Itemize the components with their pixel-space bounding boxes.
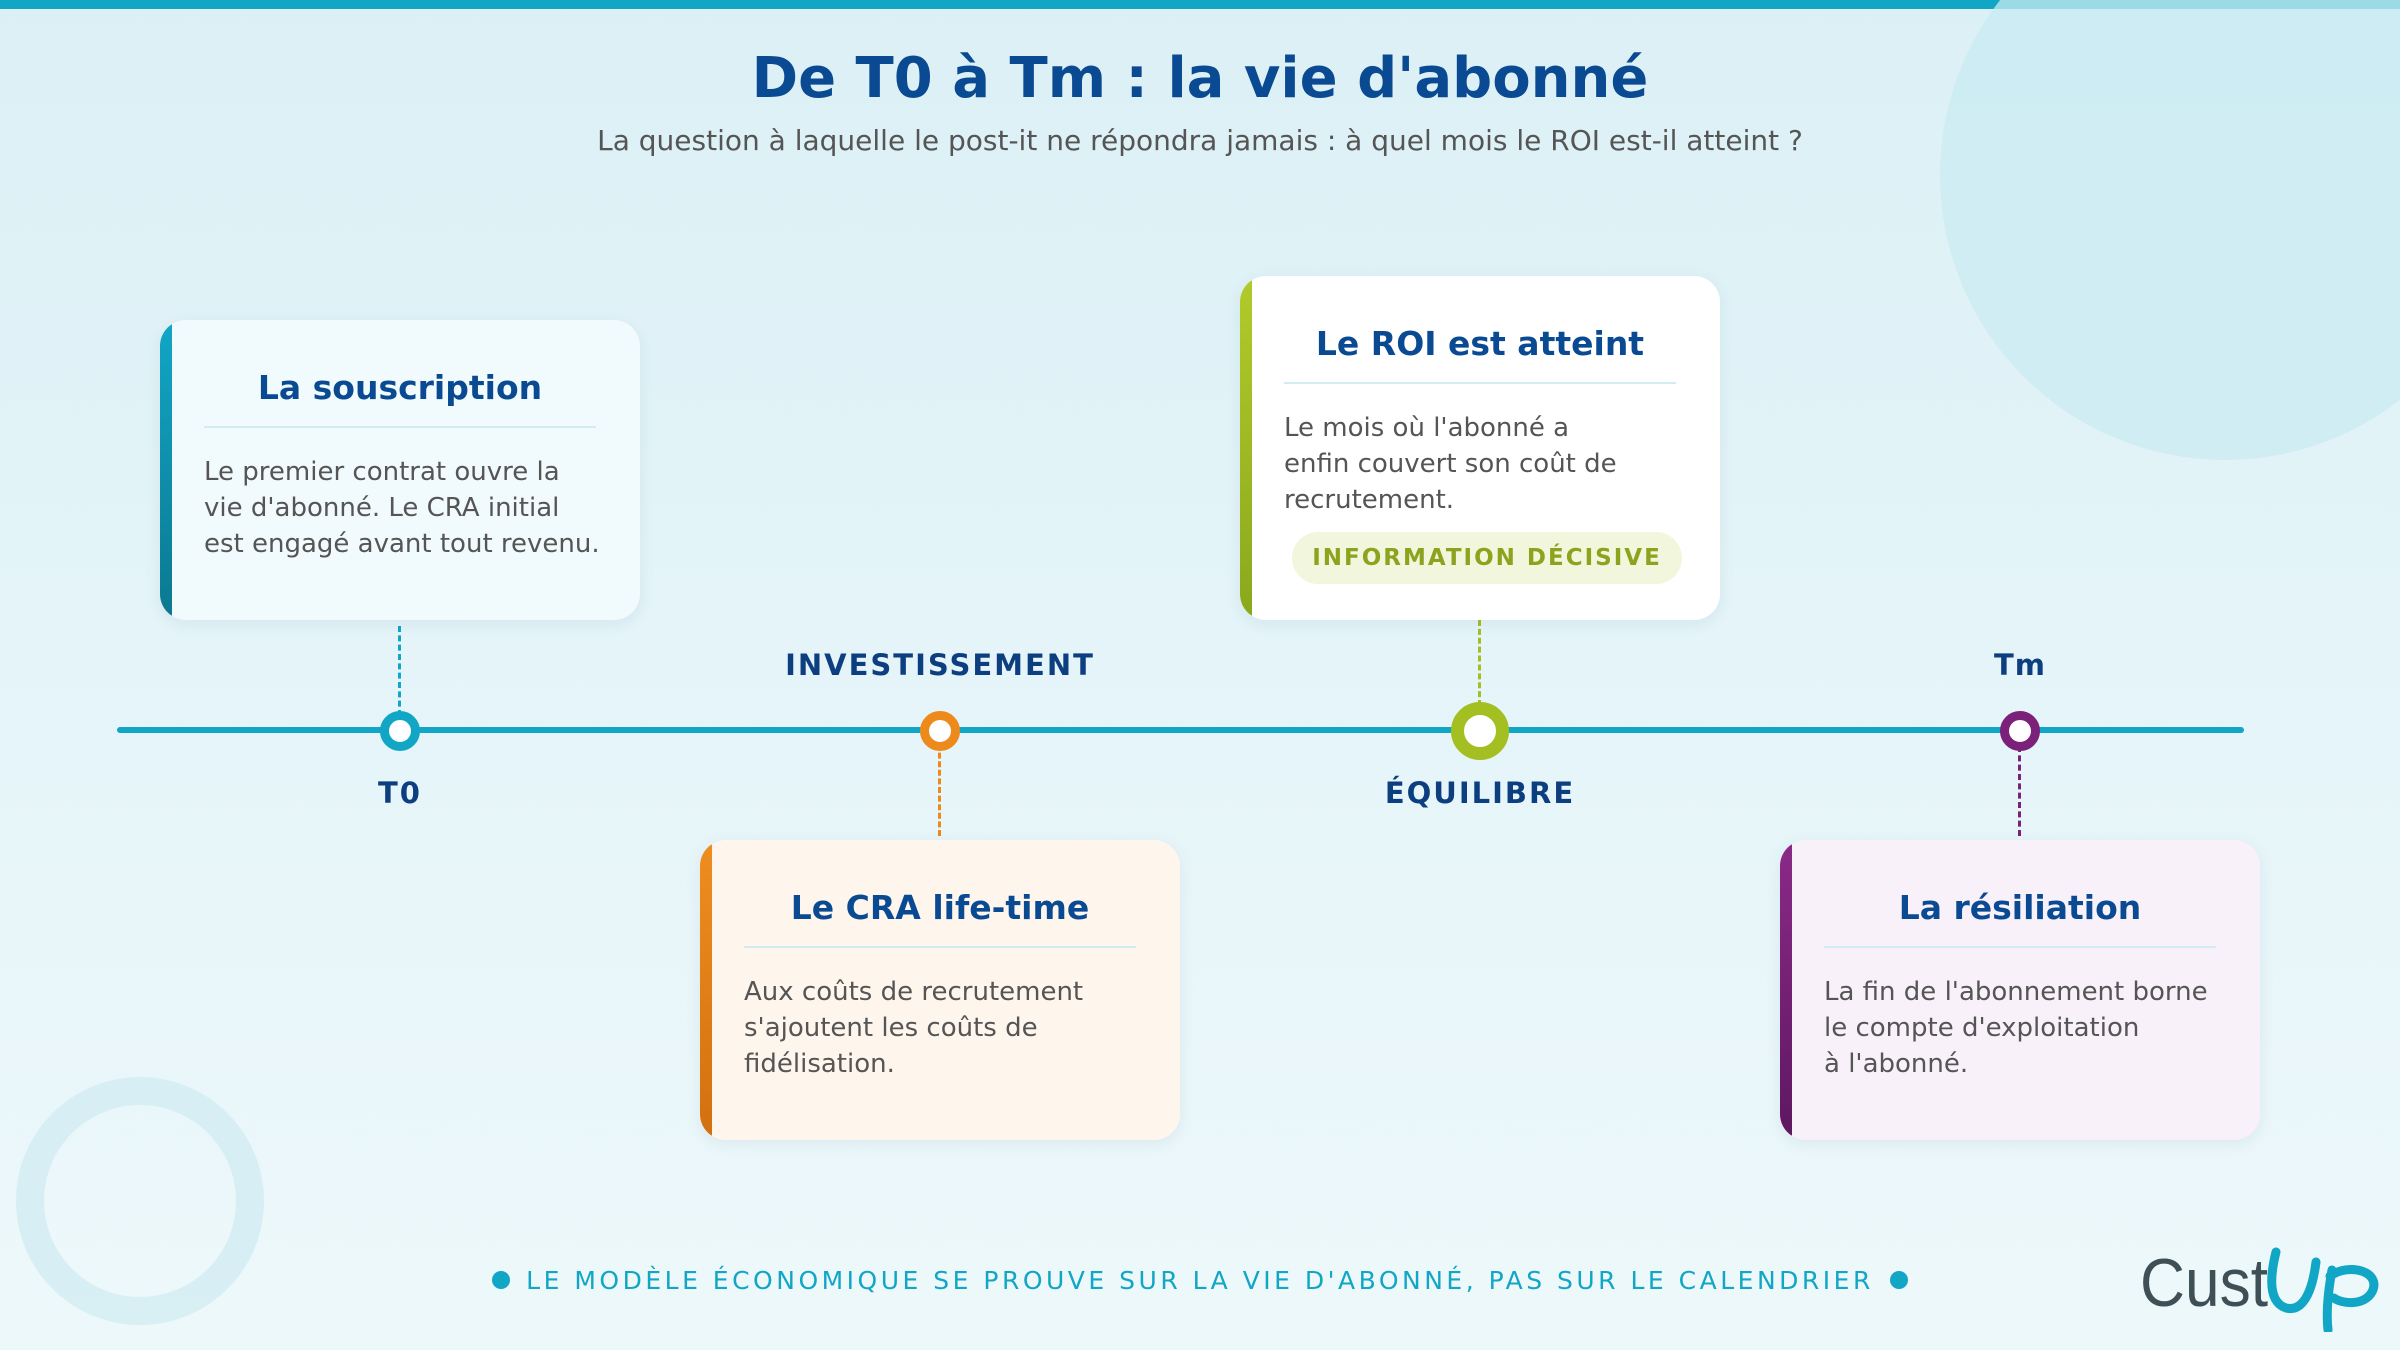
card-description: Aux coûts de recrutement s'ajoutent les coûts de fidélisation. [744, 977, 1084, 1079]
card-accent-bar [700, 840, 712, 1140]
card-divider [744, 946, 1136, 948]
card-accent-bar [1780, 840, 1792, 1140]
timeline-label-equilibre: ÉQUILIBRE [1384, 776, 1576, 810]
card-roi-atteint [1240, 276, 1720, 620]
card-accent-bar [160, 320, 172, 620]
svg-text:Cust: Cust [2140, 1245, 2269, 1321]
decisive-info-badge: INFORMATION DÉCISIVE [1292, 532, 1682, 584]
footer-tagline: LE MODÈLE ÉCONOMIQUE SE PROUVE SUR LA VIE D'ABONNÉ, PAS SUR LE CALENDRIER [0, 1266, 2400, 1295]
card-divider [1824, 946, 2216, 948]
connector-tm [2018, 746, 2021, 836]
connector-investissement [938, 744, 941, 836]
connector-equilibre [1478, 620, 1481, 706]
card-title: Le ROI est atteint [1315, 324, 1645, 363]
card-divider [1284, 382, 1676, 384]
card-accent-bar [1240, 276, 1252, 620]
connector-t0 [398, 626, 401, 716]
card-description: Le mois où l'abonné a enfin couvert son coût de recrutement. [1284, 413, 1617, 515]
card-title: Le CRA life-time [790, 888, 1090, 927]
card-description: La fin de l'abonnement borne le compte d'exploitation à l'abonné. [1824, 977, 2208, 1079]
card-description: Le premier contrat ouvre la vie d'abonné. Le CRA initial est engagé avant tout revenu. [204, 457, 600, 559]
card-cra-lifetime [700, 840, 1180, 1140]
timeline-label-tm: Tm [1994, 648, 2046, 682]
timeline-label-investissement: INVESTISSEMENT [785, 648, 1095, 682]
timeline-axis [117, 727, 2244, 733]
timeline-node-investissement [920, 711, 960, 751]
card-title: La souscription [257, 368, 543, 407]
card-divider [204, 426, 596, 428]
custup-logo [2136, 1232, 2386, 1332]
timeline-label-t0: T0 [378, 776, 422, 810]
page-title: De T0 à Tm : la vie d'abonné [751, 46, 1649, 111]
timeline-node-t0 [380, 711, 420, 751]
timeline-node-equilibre [1451, 702, 1509, 760]
bullet-dot-icon [492, 1271, 510, 1289]
card-resiliation [1780, 840, 2260, 1140]
timeline-node-tm [2000, 711, 2040, 751]
card-souscription [160, 320, 640, 620]
page-subtitle: La question à laquelle le post-it ne répondra jamais : à quel mois le ROI est-il atteint ? [597, 124, 1803, 157]
bullet-dot-icon [1890, 1271, 1908, 1289]
card-title: La résiliation [1898, 888, 2142, 927]
